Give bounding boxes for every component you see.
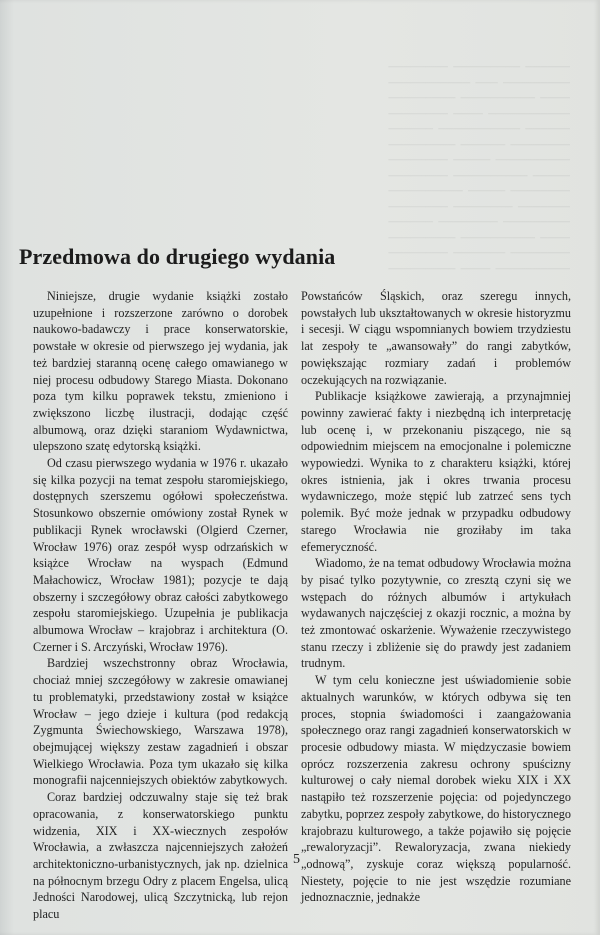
- paragraph: Wiadomo, że na temat odbudowy Wrocławia można by pisać tylko pozytywnie, co zresztą czyni się we wstępach do różnych albumów i artykułach wydawanych najczęściej z okazji rocznic, a można by też zmontować oskarżenie. Wyważenie rzeczywistego stanu rzeczy i zbliżenie się do prawdy jest zadaniem trudnym.: [301, 556, 571, 671]
- bleed-through-text: ────── ───────── ──────── ───────── ─── ─────────── ──── ────────── ───────── ─────────── ──── ──────── ────── ─────────── ────── ──────── ────── ───────── ────────── ───── ──────── ───── ────────── ──────── ──────── ───── ────────── ─────── ──────── ──────── ───────── ──────── ────── ──── ────────── ───────── ──────── ─────── ──────── ────────── ──── ─────────: [388, 62, 570, 275]
- page-number: 5: [293, 852, 300, 867]
- left-column: [33, 288, 288, 923]
- paragraph: Coraz bardziej odczuwalny staje się też brak opracowania, z konserwatorskiego punktu widzenia, XIX i XX-wiecznych zespołów Wrocławia, a zwłaszcza najcenniejszych założeń architektoniczno-urbanistycznych, jak np. dzielnica na północnym brzegu Odry z placem Engelsa, ulicą Jedności Narodowej, ulicą Szczytnicką, lub rejon placu: [33, 790, 288, 922]
- paragraph: Powstańców Śląskich, oraz szeregu innych, powstałych lub ukształtowanych w okresie historyzmu i secesji. W ciągu wspomnianych bowiem trzydziestu lat zespoły te „awansowały” do rangi zabytków, powiększając rozmiary zadań i problemów oczekujących na rozwiązanie.: [301, 289, 571, 387]
- page-title: Przedmowa do drugiego wydania: [19, 244, 336, 269]
- paragraph: Niniejsze, drugie wydanie książki zostało uzupełnione i rozszerzone zarówno o dorobek naukowo-badawczy i prace konserwatorskie, powstałe w okresie od pierwszego jej wydania, jak też bardziej staranną ocenę całego omawianego w niej procesu odbudowy Starego Miasta. Dokonano poza tym kilku poprawek tekstu, zmieniono i zwiększono liczbę ilustracji, dodając część albumową, oraz dzięki staraniom Wydawnictwa, ulepszono szatę edytorską książki.: [33, 289, 288, 454]
- paragraph: Bardziej wszechstronny obraz Wrocławia, chociaż mniej szczegółowy w zakresie omawianej tu problematyki, przedstawiony został w książce Wrocław – jego dzieje i kultura (pod redakcją Zygmunta Świechowskiego, Warszawa 1978), obejmującej większy zestaw zagadnień i obszar Wielkiego Wrocławia. Poza tym ukazało się kilka monografii najcenniejszych obiektów zabytkowych.: [33, 656, 288, 788]
- paragraph: Publikacje książkowe zawierają, a przynajmniej powinny zawierać fakty i niezbędną ich interpretację lub ocenę i, w przekonaniu piszącego, nie są odpowiednim miejscem na emocjonalne i polemiczne wypowiedzi. Wynika to z charakteru książki, której okres istnienia, jak i okres trwania procesu wydawniczego, może stępić lub zatrzeć sens tych polemik. Być może jednak w przypadku odbudowy starego Wrocławia nie groziłaby im taka efemeryczność.: [301, 389, 571, 554]
- right-column: [301, 288, 571, 906]
- paragraph: W tym celu konieczne jest uświadomienie sobie aktualnych warunków, w których odbywa się ten proces, stopnia świadomości i zaangażowania społecznego oraz rangi zagadnień konserwatorskich w procesie odbudowy miasta. W międzyczasie bowiem oprócz rozszerzenia zakresu ochrony spuścizny kulturowej o cały niemal dorobek wieku XIX i XX nastąpiło też rozszerzenie pojęcia: od pojedynczego zabytku, poprzez zespoły zabytkowe, do historycznego krajobrazu kulturowego, a także pojawiło się pojęcie „rewaloryzacji”. Rewaloryzacja, zwana niekiedy „odnową”, zyskuje coraz większą popularność. Niestety, pojęcie to nie jest wszędzie rozumiane jednoznacznie, jednakże: [301, 673, 571, 905]
- paragraph: Od czasu pierwszego wydania w 1976 r. ukazało się kilka pozycji na temat zespołu staromiejskiego, dostępnych szerszemu ogółowi społeczeństwa. Stosunkowo obszernie omówiony został Rynek w publikacji Rynek wrocławski (Olgierd Czerner, Wrocław 1976) oraz zespół wysp odrzańskich w książce Wrocław na wyspach (Edmund Małachowicz, Wrocław 1981); pozycje te dają obszerny i szczegółowy obraz całości zabytkowego zespołu staromiejskiego. Uzupełnia je publikacja albumowa Wrocław – krajobraz i architektura (O. Czerner i S. Arczyński, Wrocław 1976).: [33, 456, 288, 654]
